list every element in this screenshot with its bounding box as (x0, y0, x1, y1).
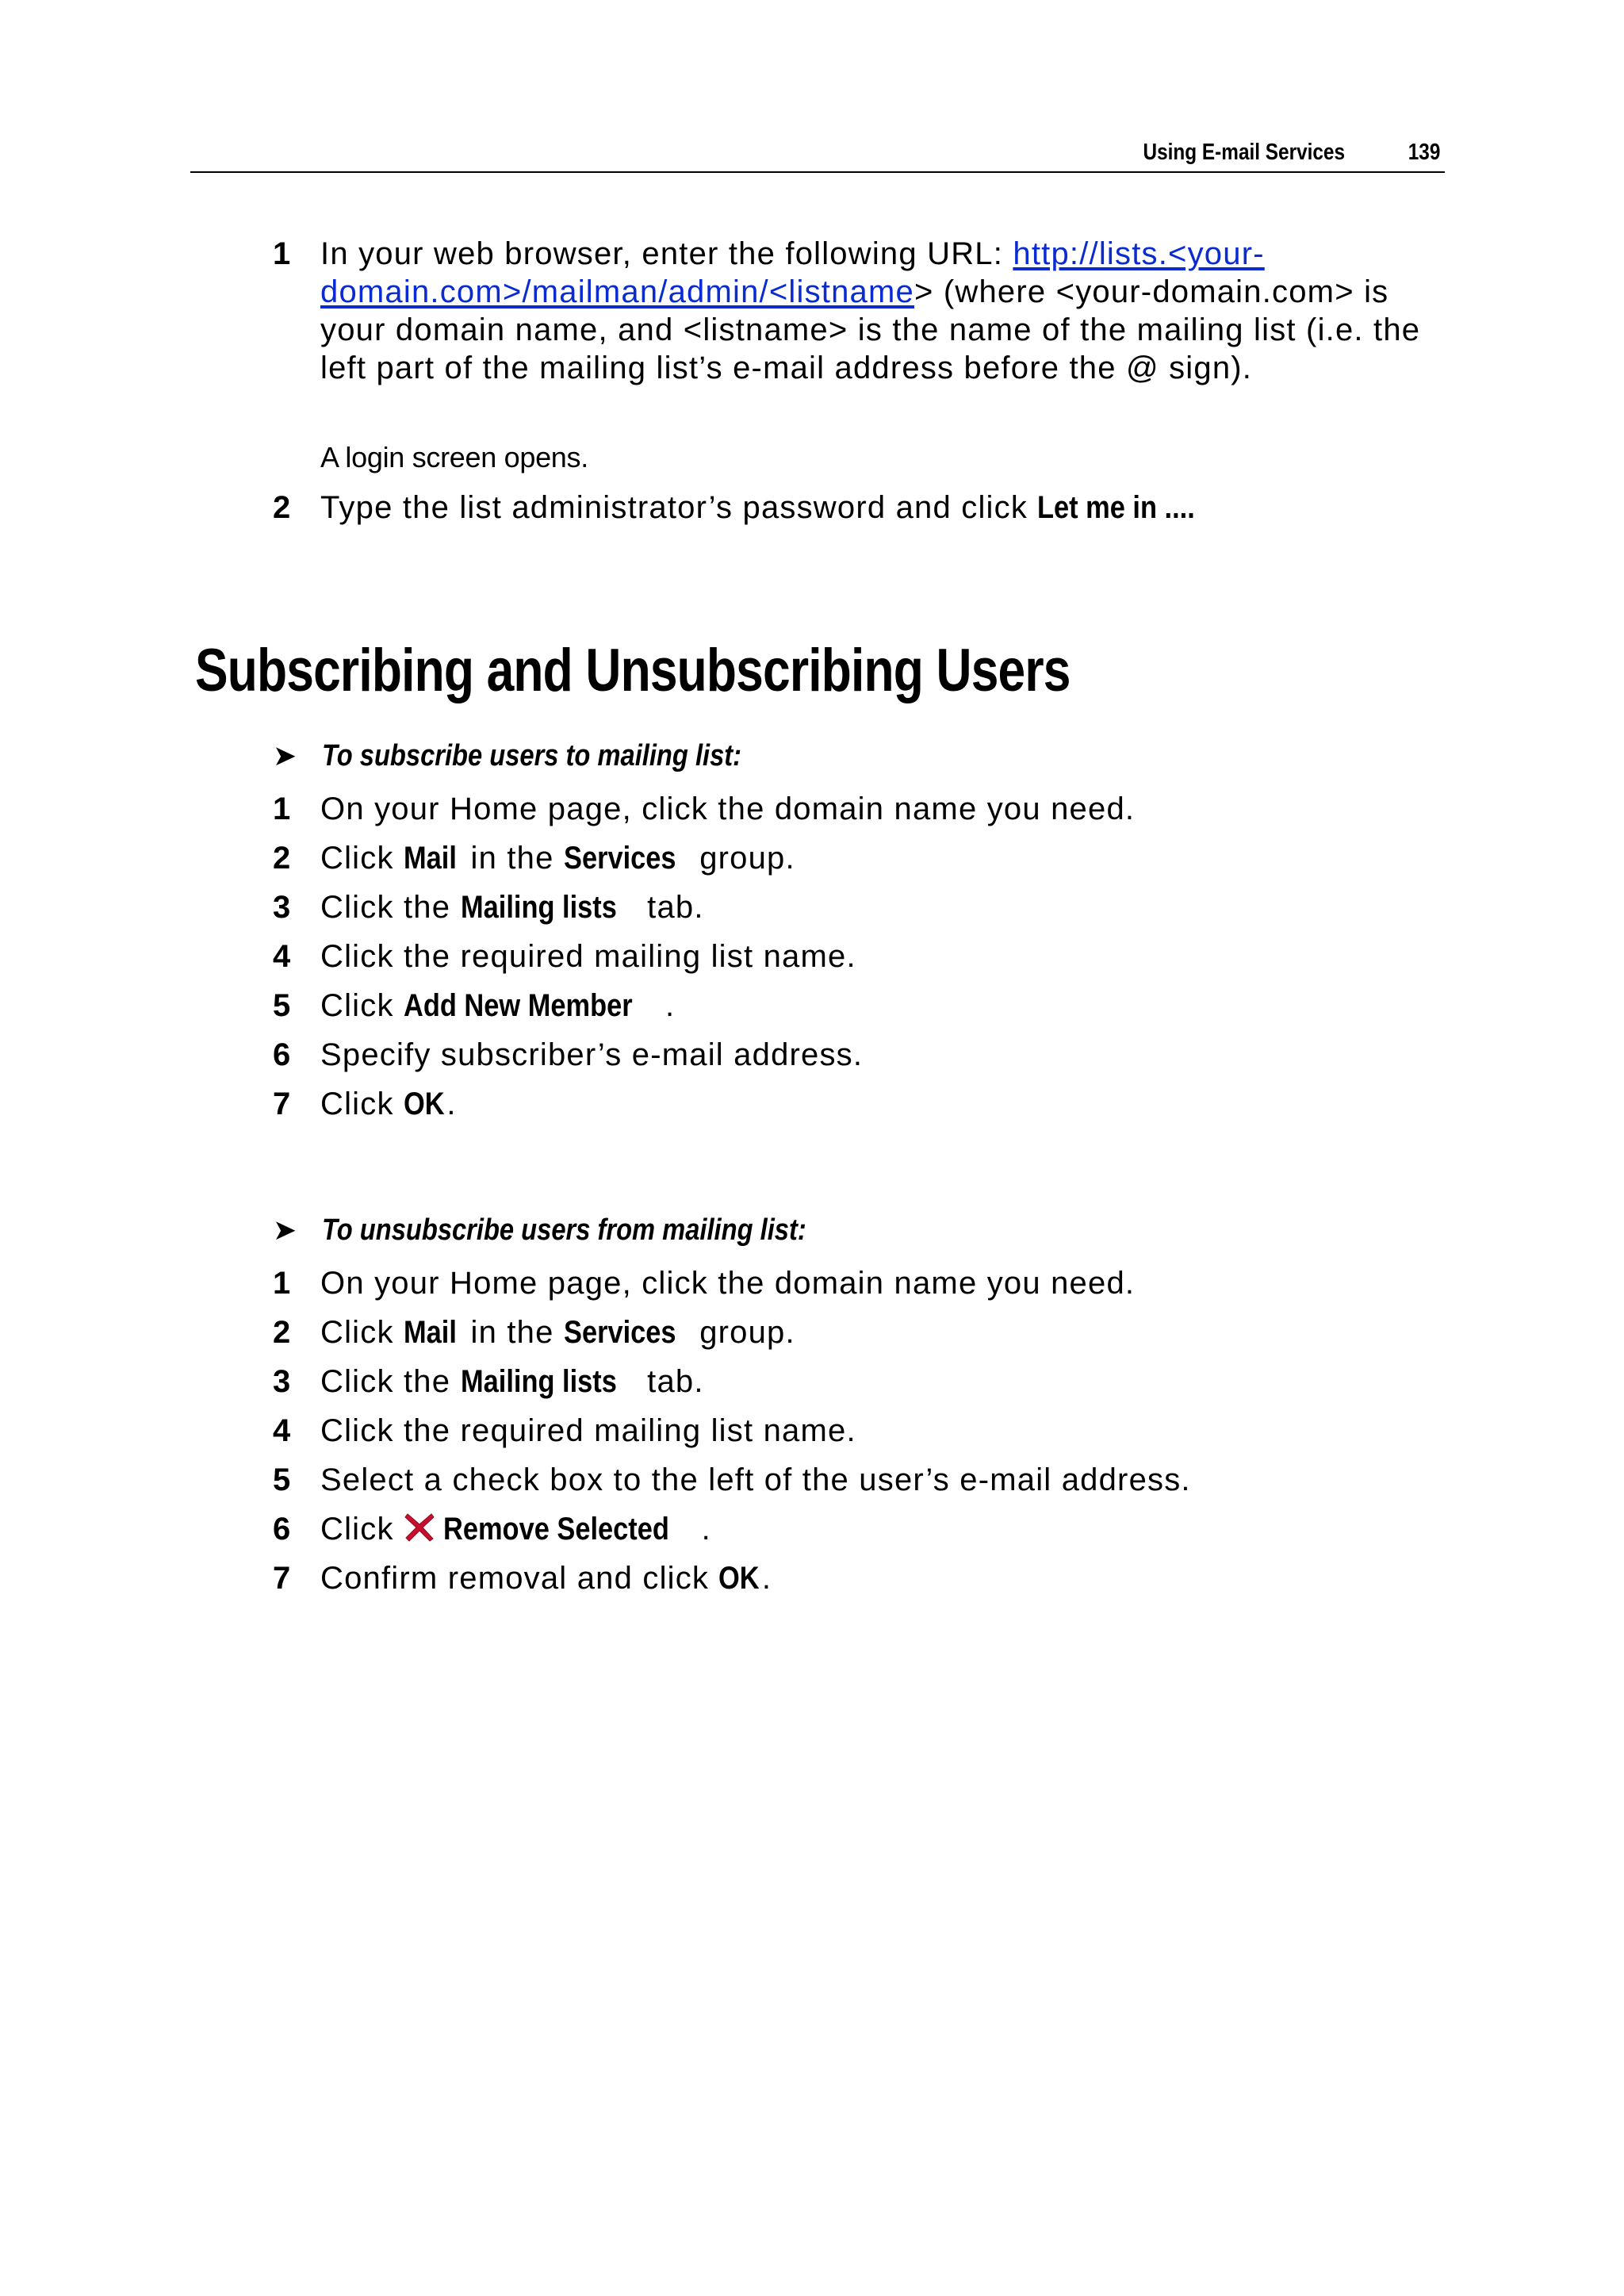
mail-label: Mail (403, 841, 457, 876)
let-me-in-label: Let me in .... (1037, 490, 1196, 525)
mail-label: Mail (403, 1315, 457, 1350)
step-number: 2 (273, 490, 291, 525)
step-text: In your web browser, enter the following URL: http://lists.<your-domain.com>/mailman/admin/<listname> (where <your-domain.com> is your domain name, and <listname> is the name of the mailing list (i.e. the left part of the mailing list’s e-mail address before the @ sign). (320, 236, 1421, 385)
page-number: 139 (1408, 140, 1440, 165)
ok-label: OK (718, 1561, 760, 1596)
services-label: Services (563, 841, 676, 876)
arrow-bullet-icon: ➤ (273, 739, 297, 772)
mailing-lists-label: Mailing lists (460, 890, 617, 925)
subscribe-procedure-title: ➤ To subscribe users to mailing list: (273, 739, 742, 772)
ok-label: OK (403, 1087, 445, 1121)
section-title: Using E-mail Services (1143, 140, 1345, 165)
step-text: Type the list administrator’s password and click Let me in .... (320, 490, 1196, 525)
section-heading: Subscribing and Unsubscribing Users (195, 637, 1071, 704)
login-note: A login screen opens. (320, 441, 588, 473)
add-new-member-label: Add New Member (403, 988, 633, 1023)
admin-url-link[interactable]: http://lists.<your-domain.com>/mailman/admin/<listname (320, 236, 1265, 309)
arrow-bullet-icon: ➤ (273, 1213, 297, 1246)
step-number: 1 (273, 236, 291, 271)
services-label: Services (563, 1315, 676, 1350)
mailing-lists-label: Mailing lists (460, 1364, 617, 1399)
running-head (190, 133, 1445, 173)
remove-selected-label: Remove Selected (442, 1512, 669, 1547)
remove-x-icon (404, 1511, 435, 1543)
unsubscribe-procedure-title: ➤ To unsubscribe users from mailing list: (273, 1213, 806, 1247)
